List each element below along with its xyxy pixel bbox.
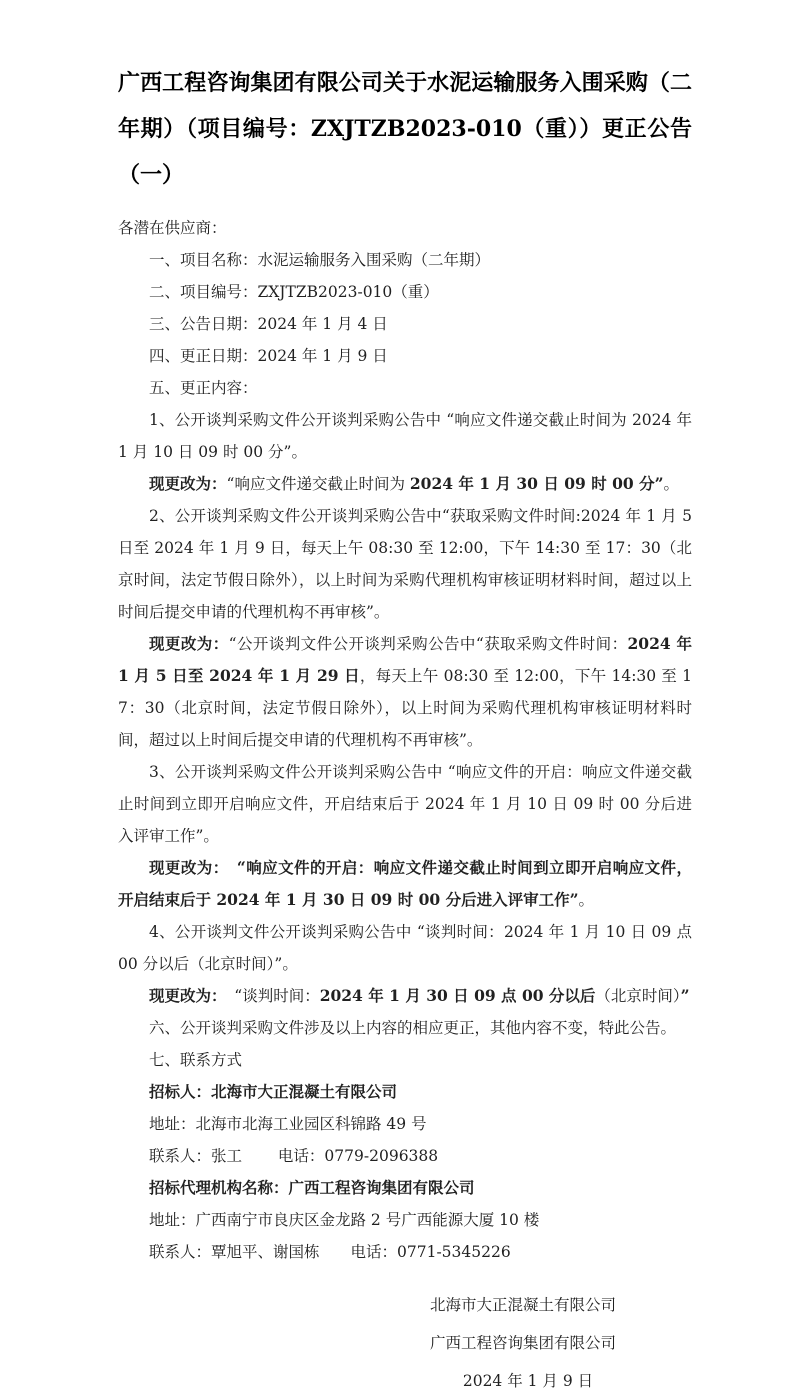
correction-4-changed-run: （北京时间） [595, 987, 681, 1005]
item-5-correction-content [118, 372, 692, 404]
tenderer-name [118, 1076, 692, 1108]
correction-4-changed [118, 980, 692, 1012]
correction-2-original-run: 2、公开谈判采购文件公开谈判采购公告中“获取采购文件时间:2024 年 1 月 5 日至 2024 年 1 月 9 日，每天上午 08:30 至 12:00，下午 14:30 至 17：30（北京时间，法定节假日除外），以上时间为采购代理机构审核证明材料时间，超过以上时间后提交申请的代理机构不再审核”。 [118, 507, 692, 621]
item-5-correction-content-run: 五、更正内容： [149, 379, 258, 397]
item-2-project-number [118, 276, 692, 308]
correction-1-original-run: 1、公开谈判采购文件公开谈判采购公告中 “响应文件递交截止时间为 2024 年 1 月 10 日 09 时 00 分”。 [118, 411, 692, 461]
signature-tenderer-company: 北海市大正混凝土有限公司 [430, 1296, 617, 1314]
item-1-project-name [118, 244, 692, 276]
signature-block [430, 1286, 626, 1400]
correction-2-changed-run: ，每天上午 08:30 至 12:00，下午 14:30 至 17：30（北京时间，法定节假日除外），以上时间为采购代理机构审核证明材料时间，超过以上时间后提交申请的代理机构不再审核”。 [118, 667, 692, 749]
item-7-contact [118, 1044, 692, 1076]
correction-4-original [118, 916, 692, 980]
item-7-contact-run: 七、联系方式 [149, 1051, 243, 1069]
correction-2-changed-bold-run: 现更改为： [149, 634, 229, 653]
agency-name-bold-run: 招标代理机构名称：广西工程咨询集团有限公司 [149, 1178, 475, 1197]
agency-contact [118, 1236, 692, 1268]
correction-2-changed-run: “公开谈判文件公开谈判采购公告中“获取采购文件时间： [228, 635, 628, 653]
correction-3-changed-bold-run: “响应文件的开启：响应文件递交截止时间到立即开启响应文件，开启结束后于 2024 年 1 月 30 日 09 时 00 分后进入评审工作” [118, 858, 692, 909]
correction-4-changed-bold-run: 2024 年 1 月 30 日 09 点 00 分以后 [319, 986, 596, 1005]
item-4-correction-date-run: 四、更正日期：2024 年 1 月 9 日 [149, 347, 388, 365]
document-body [118, 212, 692, 1268]
correction-2-original [118, 500, 692, 628]
signature-agency-company: 广西工程咨询集团有限公司 [430, 1334, 617, 1352]
document-title: 广西工程咨询集团有限公司关于水泥运输服务入围采购（二年期）（项目编号：ZXJTZB2023-010（重））更正公告（一） [118, 70, 692, 188]
correction-3-changed [118, 852, 692, 916]
item-2-project-number-run: 二、项目编号：ZXJTZB2023-010（重） [149, 283, 439, 301]
correction-1-changed [118, 468, 692, 500]
salutation [118, 212, 692, 244]
item-6-note-run: 六、公开谈判采购文件涉及以上内容的相应更正，其他内容不变，特此公告。 [149, 1019, 677, 1037]
tenderer-contact [118, 1140, 692, 1172]
correction-1-changed-run: 。 [663, 475, 680, 493]
tenderer-contact-run: 联系人：张工 电话：0779-2096388 [149, 1147, 439, 1165]
correction-1-changed-bold-run: 现更改为： [149, 474, 227, 493]
correction-4-changed-bold-run: 现更改为： [149, 986, 219, 1005]
correction-4-changed-run: “谈判时间： [218, 987, 320, 1005]
item-1-project-name-run: 一、项目名称：水泥运输服务入围采购（二年期） [149, 251, 491, 269]
tenderer-address-run: 地址：北海市北海工业园区科锦路 49 号 [149, 1115, 427, 1133]
correction-1-changed-bold-run: 2024 年 1 月 30 日 09 时 00 分” [409, 474, 664, 493]
item-3-announce-date-run: 三、公告日期：2024 年 1 月 4 日 [149, 315, 388, 333]
correction-1-original [118, 404, 692, 468]
agency-contact-run: 联系人：覃旭平、谢国栋 电话：0771-5345226 [149, 1243, 511, 1261]
item-4-correction-date [118, 340, 692, 372]
agency-address-run: 地址：广西南宁市良庆区金龙路 2 号广西能源大厦 10 楼 [149, 1211, 540, 1229]
correction-3-original [118, 756, 692, 852]
item-6-note [118, 1012, 692, 1044]
item-3-announce-date [118, 308, 692, 340]
correction-3-changed-bold-run: 现更改为： [149, 858, 221, 877]
correction-4-changed-bold-run: ” [680, 986, 690, 1005]
agency-address [118, 1204, 692, 1236]
correction-1-changed-run: “响应文件递交截止时间为 [226, 475, 410, 493]
correction-3-changed-run: 。 [578, 891, 595, 909]
correction-3-original-run: 3、公开谈判采购文件公开谈判采购公告中 “响应文件的开启：响应文件递交截止时间到立即开启响应文件，开启结束后于 2024 年 1 月 10 日 09 时 00 分后进入评审工作”。 [118, 763, 692, 845]
tenderer-address [118, 1108, 692, 1140]
salutation-run: 各潜在供应商： [118, 219, 227, 237]
tenderer-name-bold-run: 招标人：北海市大正混凝土有限公司 [149, 1082, 398, 1101]
correction-2-changed-bold-run: 2024 年 1 月 5 日至 2024 年 1 月 29 日 [118, 634, 692, 685]
correction-2-changed [118, 628, 692, 756]
correction-4-original-run: 4、公开谈判文件公开谈判采购公告中 “谈判时间：2024 年 1 月 10 日 09 点 00 分以后（北京时间）”。 [118, 923, 692, 973]
signature-date: 2024 年 1 月 9 日 [462, 1372, 594, 1390]
agency-name [118, 1172, 692, 1204]
